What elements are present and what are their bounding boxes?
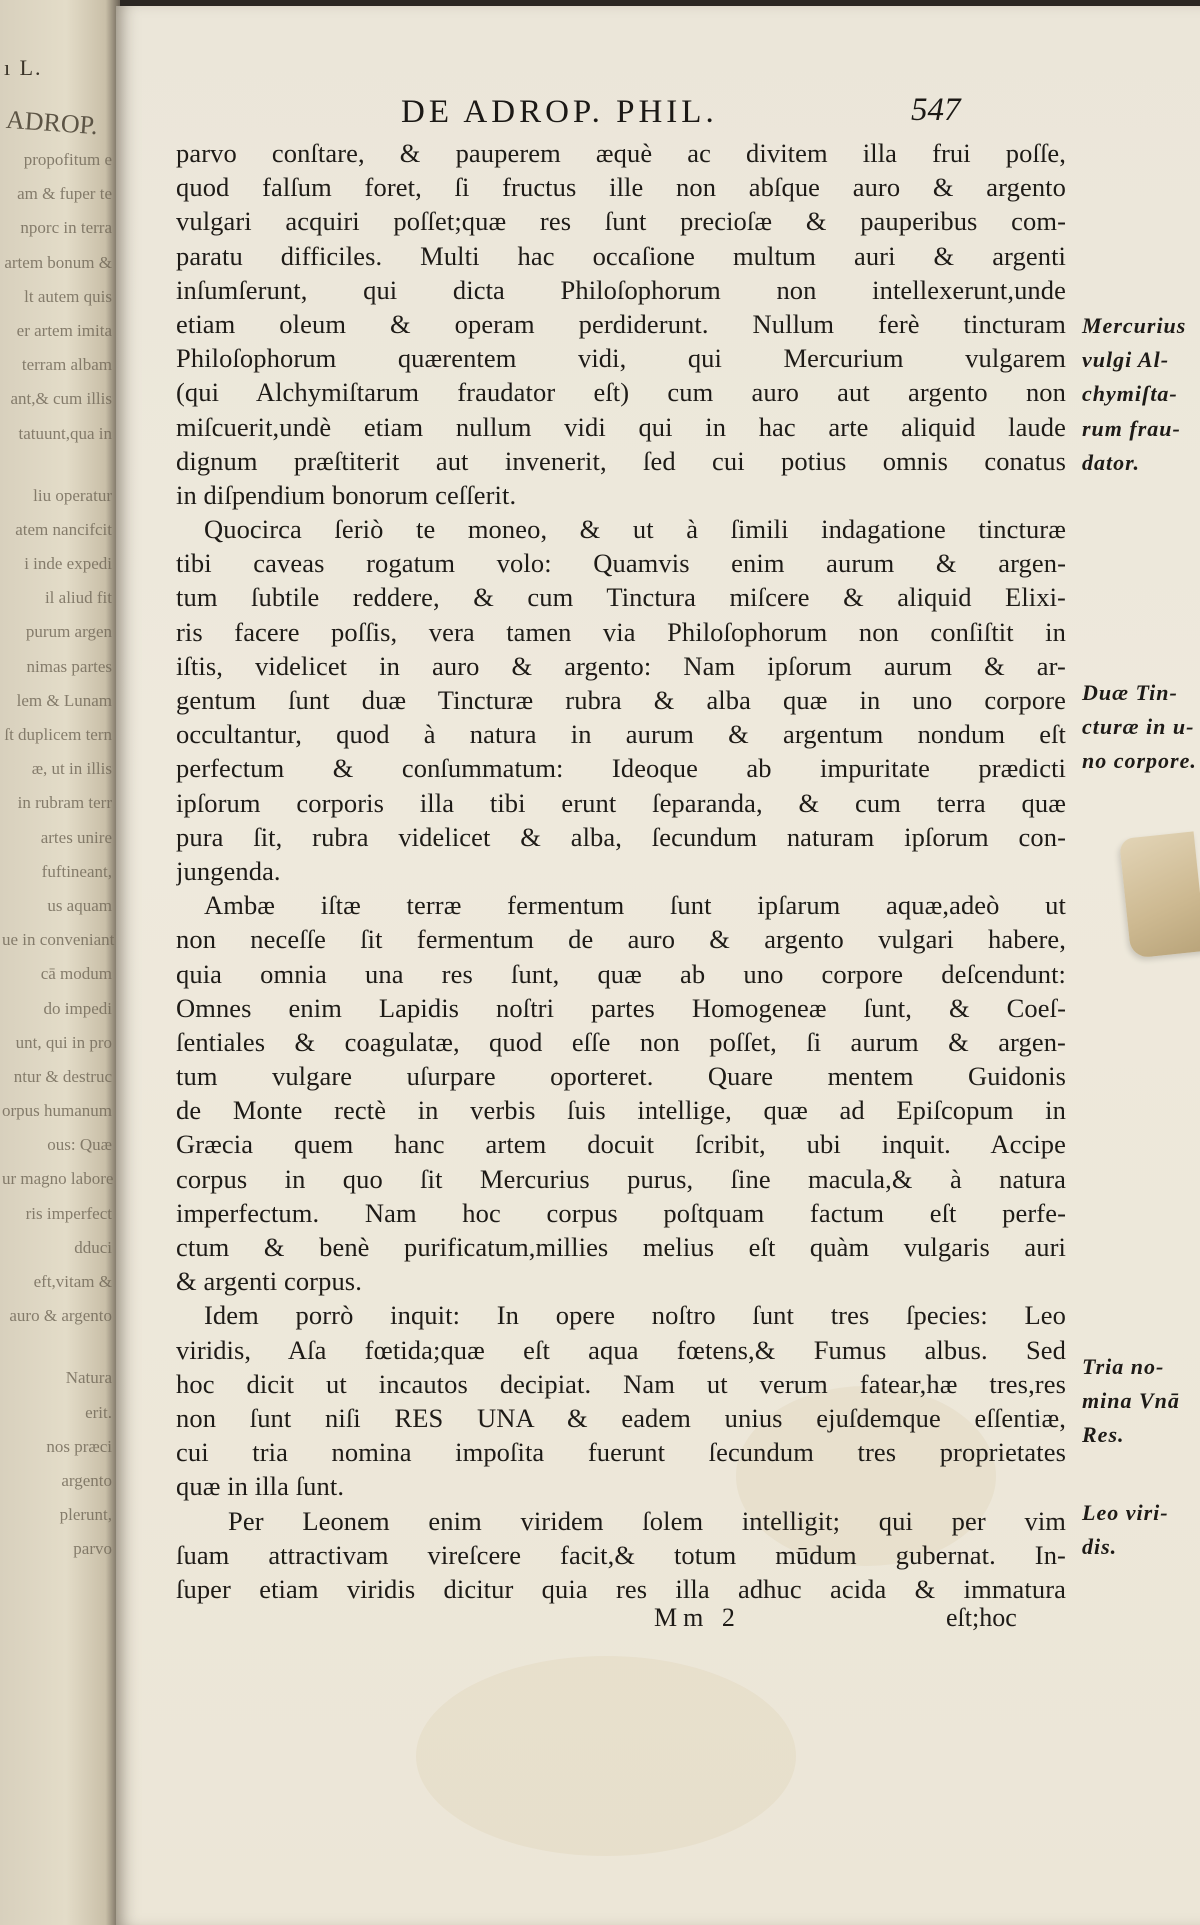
text-line: etiam oleum & operam perdiderunt. Nullum ferè tincturam — [176, 308, 1066, 339]
text-line: non neceſſe ſit fermentum de auro & argento vulgari habere, — [176, 924, 1066, 955]
facing-page-fragment: ue in conveniant — [2, 930, 115, 950]
text-line: inſumſerunt, qui dicta Philoſophorum non intellexerunt,unde — [176, 274, 1066, 305]
facing-page-fragment: artes unire — [40, 827, 112, 847]
text-line: tum ſubtile reddere, & cum Tinctura miſcere & aliquid Elixi- — [176, 582, 1066, 613]
facing-page-fragment: orpus humanum — [2, 1101, 113, 1121]
text-line: Philoſophorum quærentem vidi, qui Mercurium vulgarem — [176, 343, 1066, 374]
facing-page — [0, 0, 120, 1925]
facing-page-running-head-2: ADROP. — [5, 104, 99, 141]
margin-note-line: vulgi Al- — [1082, 347, 1170, 373]
text-line: Idem porrò inquit: In opere noſtro ſunt tres ſpecies: Leo — [204, 1300, 1066, 1331]
text-line: quod falſum foret, ſi fructus ille non abſque auro & argento — [176, 172, 1066, 203]
text-line: quia omnia una res ſunt, quæ ab uno corpore deſcendunt: — [176, 958, 1066, 989]
facing-page-fragment: nporc in terra — [20, 218, 112, 238]
margin-note-line: Tria no- — [1082, 1354, 1165, 1379]
text-line: iſtis, videlicet in auro & argento: Nam ipſorum aurum & ar- — [176, 650, 1066, 681]
facing-page-fragment: ſt duplicem tern — [4, 725, 112, 744]
facing-page-fragment: unt, qui in pro — [15, 1032, 112, 1052]
margin-note-line: no corpore. — [1082, 748, 1197, 774]
facing-page-fragment: nos præci — [46, 1436, 112, 1456]
text-line: ctum & benè purificatum,millies melius eſt quàm vulgaris auri — [176, 1232, 1066, 1262]
text-line: de Monte rectè in verbis ſuis intellige, quæ ad Epiſcopum in — [176, 1095, 1066, 1126]
facing-page-text — [2, 150, 120, 1574]
facing-page-fragment: Natura — [65, 1368, 112, 1388]
facing-page-fragment: lem & Lunam — [16, 690, 112, 710]
text-line: corpus in quo ſit Mercurius purus, ſine macula,& à natura — [176, 1163, 1066, 1194]
text-line: non ſunt niſi RES UNA & eadem unius ejuſdemque eſſentiæ, — [176, 1402, 1066, 1433]
text-line: Ambæ iſtæ terræ fermentum ſunt ipſarum aquæ,adeò ut — [204, 890, 1066, 921]
margin-note-line: Res. — [1082, 1422, 1125, 1448]
facing-page-fragment: do impedi — [43, 998, 112, 1018]
facing-page-running-head: ı L. — [4, 55, 43, 80]
facing-page-fragment: ur magno labore — [2, 1169, 114, 1189]
text-line: quæ in illa ſunt. — [176, 1471, 345, 1502]
margin-note-line: dator. — [1082, 449, 1140, 475]
margin-note-line: chymiſta- — [1082, 381, 1178, 407]
facing-page-fragment: propofitum e — [23, 150, 112, 169]
facing-page-fragment: ous: Quæ — [47, 1135, 112, 1155]
margin-note-line: dis. — [1082, 1534, 1118, 1560]
body-text — [176, 136, 1066, 1606]
paper-stain — [416, 1656, 796, 1856]
text-line: gentum ſunt duæ Tincturæ rubra & alba quæ in uno corpore — [176, 685, 1066, 715]
text-line: ris facere poſſis, vera tamen via Philoſophorum non conſiſtit in — [176, 616, 1066, 647]
catchword: eſt;hoc — [946, 1603, 1017, 1632]
text-line: occultantur, quod à natura in aurum & argentum nondum eſt — [176, 719, 1066, 750]
facing-page-fragment: in rubram terr — [17, 793, 112, 813]
facing-page-fragment: am & fuper te — [17, 184, 112, 204]
facing-page-fragment: nimas partes — [26, 656, 112, 676]
text-line: ipſorum corporis illa tibi erunt ſeparanda, & cum terra quæ — [176, 787, 1066, 818]
text-line: paratu difficiles. Multi hac occaſione multum auri & argenti — [176, 240, 1066, 271]
margin-note-mercurius — [1082, 309, 1186, 480]
facing-page-fragment: fuftineant, — [41, 861, 112, 881]
text-line: cui tria nomina impoſita fuerunt ſecundum tres proprietates — [176, 1437, 1066, 1468]
margin-note-line: mina Vnā — [1082, 1388, 1180, 1414]
facing-page-fragment: cā modum — [40, 964, 112, 984]
text-line: Omnes enim Lapidis noſtri partes Homogeneæ ſunt, & Coeſ- — [176, 992, 1066, 1023]
running-head — [116, 94, 1200, 134]
margin-note-line: cturæ in u- — [1082, 714, 1195, 740]
text-line: in diſpendium bonorum ceſſerit. — [176, 479, 517, 510]
text-line: viridis, Aſa fœtida;quæ eſt aqua fœtens,& Fumus albus. Sed — [176, 1334, 1066, 1365]
signature-mark: Mm 2 — [654, 1603, 741, 1632]
text-line: imperfectum. Nam hoc corpus poſtquam factum eſt perfe- — [176, 1197, 1066, 1228]
margin-note-line: Duæ Tin- — [1082, 680, 1178, 705]
margin-note-tria-nomina — [1082, 1350, 1180, 1453]
facing-page-fragment: i inde expedi — [24, 554, 112, 574]
text-line: miſcuerit,undè etiam nullum vidi qui in hac arte aliquid laude — [176, 411, 1066, 442]
facing-page-fragment: plerunt, — [59, 1505, 112, 1525]
facing-page-fragment: atem nancifcit — [15, 519, 112, 539]
facing-page-fragment: us aquam — [47, 895, 112, 915]
facing-page-fragment: æ, ut in illis — [31, 759, 112, 779]
facing-page-fragment — [2, 1340, 120, 1368]
text-line: Quocirca ſeriò te moneo, & ut à ſimili indagatione tincturæ — [204, 514, 1066, 545]
text-line: Græcia quem hanc artem docuit ſcribit, ubi inquit. Accipe — [176, 1129, 1066, 1160]
text-line: ſentiales & coagulatæ, quod eſſe non poſſet, ſi aurum & argen- — [176, 1026, 1066, 1057]
margin-note-leo-viridis — [1082, 1496, 1169, 1564]
facing-page-fragment: dduci — [74, 1237, 112, 1257]
facing-page-fragment: purum argen — [25, 622, 112, 642]
text-line: jungenda. — [176, 855, 281, 886]
facing-page-fragment: ant,& cum illis — [10, 389, 112, 409]
text-line: vulgari acquiri poſſet;quæ res ſunt precioſæ & pauperibus com- — [176, 206, 1066, 237]
text-line: ſuper etiam viridis dicitur quia res illa adhuc acida & immatura — [176, 1573, 1066, 1604]
facing-page-fragment: argento — [61, 1470, 112, 1490]
margin-note-line: Mercurius — [1082, 313, 1187, 338]
page-title: DE ADROP. PHIL. — [401, 94, 718, 130]
text-line: (qui Alchymiſtarum fraudator eſt) cum auro aut argento non — [176, 377, 1066, 408]
text-line: dignum præſtiterit aut invenerit, ſed cui potius omnis conatus — [176, 445, 1066, 476]
facing-page-fragment: ntur & destruc — [13, 1066, 112, 1086]
margin-note-line: Leo viri- — [1082, 1500, 1169, 1525]
margin-note-duae-tincturae — [1082, 676, 1197, 779]
facing-page-fragment: liu operatur — [33, 485, 112, 505]
book-page — [116, 6, 1200, 1925]
bookmark-strip — [1119, 831, 1200, 958]
text-line: ſuam attractivam vireſcere facit,& totum mūdum gubernat. In- — [176, 1539, 1066, 1570]
text-line: pura ſit, rubra videlicet & alba, ſecundum naturam ipſorum con- — [176, 821, 1066, 852]
text-line: parvo conſtare, & pauperem æquè ac divitem illa frui poſſe, — [176, 138, 1066, 168]
facing-page-fragment: auro & argento — [9, 1306, 112, 1326]
text-line: hoc dicit ut incautos decipiat. Nam ut verum fatear,hæ tres,res — [176, 1368, 1066, 1399]
facing-page-fragment — [2, 458, 120, 486]
page-number: 547 — [911, 92, 961, 128]
facing-page-fragment: terram albam — [21, 355, 112, 375]
facing-page-fragment: erit. — [85, 1402, 112, 1422]
facing-page-fragment: artem bonum & — [4, 252, 112, 272]
text-line: & argenti corpus. — [176, 1266, 362, 1297]
facing-page-fragment: eft,vitam & — [33, 1272, 112, 1291]
text-line: tibi caveas rogatum volo: Quamvis enim aurum & argen- — [176, 548, 1066, 579]
facing-page-fragment: parvo — [73, 1539, 112, 1559]
facing-page-fragment: er artem imita — [16, 320, 112, 340]
margin-note-line: rum frau- — [1082, 415, 1181, 441]
text-line: tum vulgare uſurpare oporteret. Quare mentem Guidonis — [176, 1061, 1066, 1092]
facing-page-fragment: tatuunt,qua in — [18, 423, 112, 443]
facing-page-fragment: lt autem quis — [24, 286, 112, 306]
text-line: Per Leonem enim viridem ſolem intelligit; qui per vim — [228, 1505, 1066, 1536]
facing-page-fragment: il aliud fit — [44, 588, 112, 608]
text-line: perfectum & conſummatum: Ideoque ab impuritate prædicti — [176, 753, 1066, 784]
facing-page-fragment: ris imperfect — [25, 1203, 112, 1223]
